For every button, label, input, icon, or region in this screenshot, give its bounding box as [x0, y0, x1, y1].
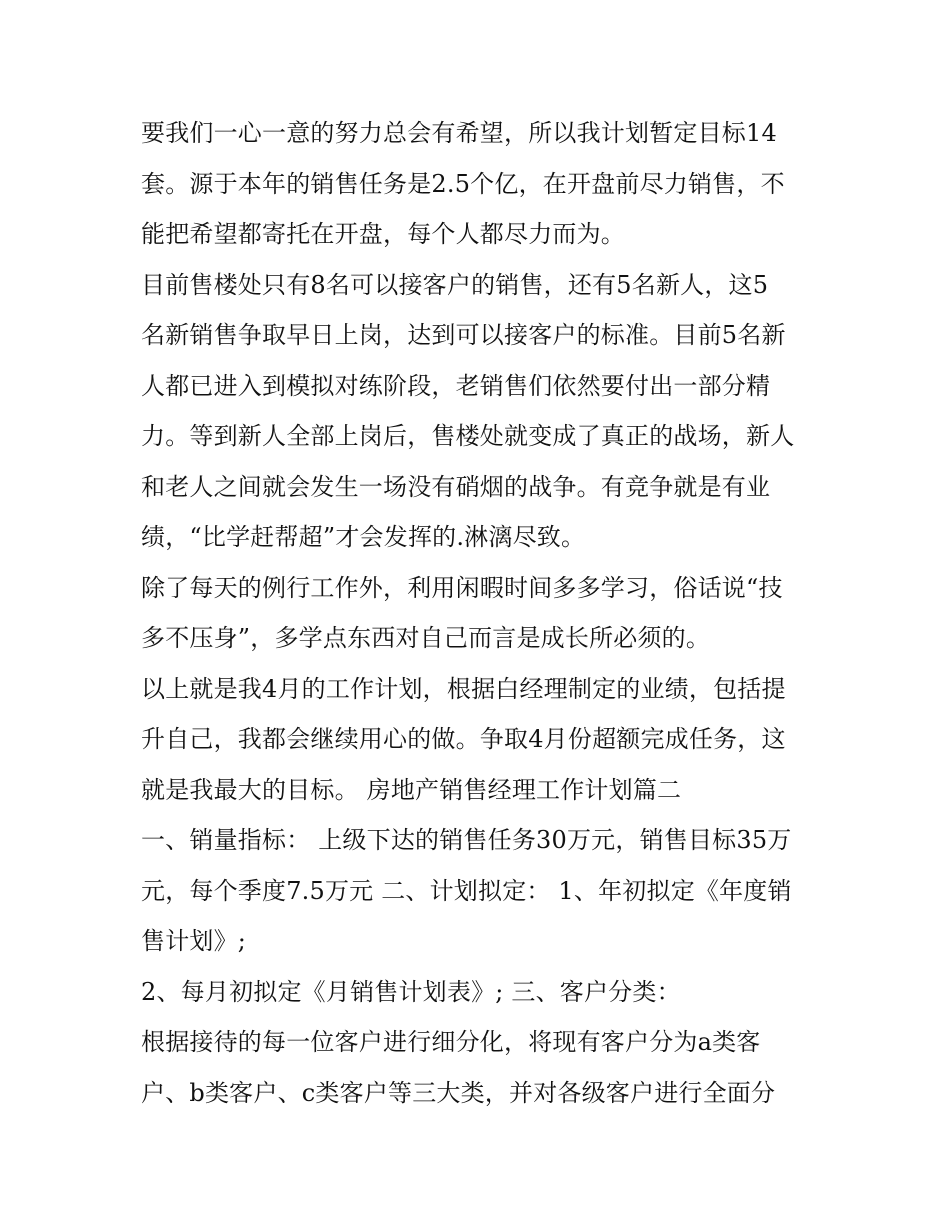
paragraph [141, 563, 821, 664]
paragraph [141, 260, 821, 563]
text-line: 和老人之间就会发生一场没有硝烟的战争。有竞争就是有业 [141, 472, 771, 501]
text-line: 以上就是我4月的工作计划，根据白经理制定的业绩，包括提 [141, 674, 786, 703]
text-line: 要我们一心一意的努力总会有希望，所以我计划暂定目标14 [141, 119, 777, 147]
text-line: 就是我最大的目标。 房地产销售经理工作计划篇二 [141, 775, 682, 804]
text-line: 元，每个季度7.5万元 二、计划拟定： 1、年初拟定《年度销 [141, 876, 792, 905]
text-line: 一、销量指标： 上级下达的销售任务30万元，销售目标35万 [141, 826, 792, 854]
paragraph [141, 1017, 821, 1118]
text-line: 户、b类客户、c类客户等三大类，并对各级客户进行全面分 [141, 1078, 776, 1107]
text-line: 根据接待的每一位客户进行细分化，将现有客户分为a类客 [141, 1028, 761, 1056]
paragraph [141, 815, 821, 967]
text-line: 人都已进入到模拟对练阶段，老销售们依然要付出一部分精 [141, 371, 771, 400]
text-line: 套。源于本年的销售任务是2.5个亿，在开盘前尽力销售，不 [141, 169, 785, 198]
document-body [141, 108, 821, 1118]
text-line: 能把希望都寄托在开盘，每个人都尽力而为。 [141, 220, 625, 248]
text-line: 力。等到新人全部上岗后，售楼处就变成了真正的战场，新人 [141, 422, 795, 450]
text-line: 升自己，我都会继续用心的做。争取4月份超额完成任务，这 [141, 725, 786, 753]
text-line: 2、每月初拟定《月销售计划表》; 三、客户分类： [141, 977, 681, 1006]
text-line: 除了每天的例行工作外，利用闲暇时间多多学习，俗话说“技 [141, 573, 783, 602]
text-line: 售计划》; [141, 927, 247, 955]
paragraph [141, 967, 821, 1018]
text-line: 名新销售争取早日上岗，达到可以接客户的标准。目前5名新 [141, 321, 786, 349]
text-line: 目前售楼处只有8名可以接客户的销售，还有5名新人，这5 [141, 270, 769, 299]
text-line: 绩，“比学赶帮超”才会发挥的.淋漓尽致。 [141, 523, 586, 551]
paragraph [141, 664, 821, 816]
text-line: 多不压身”，多学点东西对自己而言是成长所必须的。 [141, 624, 711, 652]
paragraph [141, 108, 821, 260]
